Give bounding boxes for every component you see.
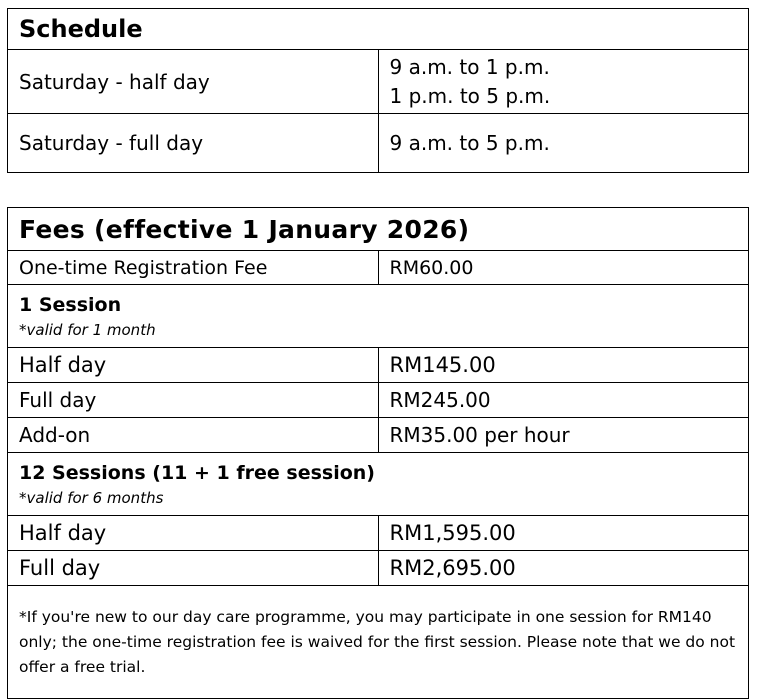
section-twelve-sessions bbox=[8, 453, 749, 516]
fees-row bbox=[8, 348, 749, 383]
fee-label: Add-on bbox=[8, 418, 379, 453]
fees-row bbox=[8, 551, 749, 586]
fee-price: RM145.00 bbox=[378, 348, 749, 383]
fee-price: RM2,695.00 bbox=[378, 551, 749, 586]
fees-row bbox=[8, 418, 749, 453]
schedule-row-full-day bbox=[8, 114, 749, 173]
fee-price: RM35.00 per hour bbox=[378, 418, 749, 453]
section-title: 12 Sessions (11 + 1 free session) bbox=[19, 462, 375, 484]
schedule-row-half-day bbox=[8, 50, 749, 114]
schedule-time: 1 p.m. to 5 p.m. bbox=[389, 83, 551, 108]
fee-label: Half day bbox=[8, 348, 379, 383]
fee-label: Full day bbox=[8, 551, 379, 586]
schedule-times bbox=[378, 50, 749, 114]
section-one-session bbox=[8, 285, 749, 348]
section-title: 1 Session bbox=[19, 294, 122, 316]
schedule-time: 9 a.m. to 1 p.m. bbox=[389, 54, 550, 79]
footnote: *If you're new to our day care programme, you may participate in one session for RM140 only; the one-time registration fee is waived for the first session. Please note that we do not offer a free trial. bbox=[8, 586, 749, 699]
fee-label: One-time Registration Fee bbox=[8, 251, 379, 285]
section-header bbox=[8, 453, 749, 516]
schedule-label: Saturday - full day bbox=[8, 114, 379, 173]
section-header bbox=[8, 285, 749, 348]
schedule-label: Saturday - half day bbox=[8, 50, 379, 114]
schedule-title: Schedule bbox=[8, 9, 749, 50]
fees-row bbox=[8, 383, 749, 418]
schedule-table bbox=[7, 8, 749, 173]
fees-row-registration bbox=[8, 251, 749, 285]
schedule-time: 9 a.m. to 5 p.m. bbox=[378, 114, 749, 173]
fee-price: RM245.00 bbox=[378, 383, 749, 418]
fee-label: Half day bbox=[8, 516, 379, 551]
fees-row bbox=[8, 516, 749, 551]
section-note: *valid for 6 months bbox=[19, 489, 164, 507]
footnote-row bbox=[8, 586, 749, 699]
section-note: *valid for 1 month bbox=[19, 321, 156, 339]
fee-label: Full day bbox=[8, 383, 379, 418]
fee-price: RM60.00 bbox=[378, 251, 749, 285]
fees-title: Fees (effective 1 January 2026) bbox=[8, 208, 749, 251]
fee-price: RM1,595.00 bbox=[378, 516, 749, 551]
fees-table bbox=[7, 207, 749, 699]
